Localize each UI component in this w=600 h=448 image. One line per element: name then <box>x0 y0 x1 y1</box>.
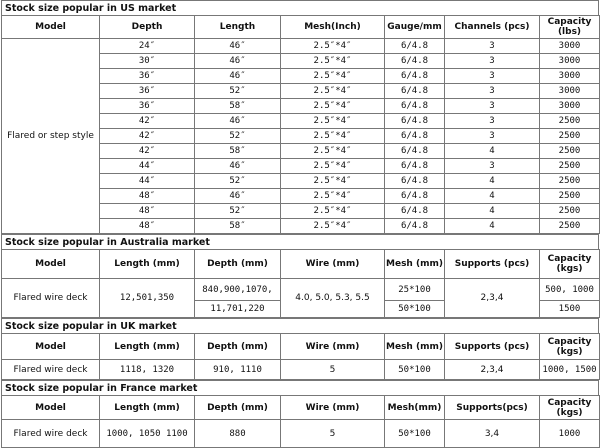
uk-table <box>1 333 600 380</box>
col-header-length: Length (mm) <box>100 334 195 360</box>
capacity-cell: 2500 <box>540 189 600 204</box>
spec-sheet <box>1 0 599 448</box>
mesh-cell: 50*100 <box>385 360 445 380</box>
capacity-cell: 3000 <box>540 99 600 114</box>
length-cell: 46″ <box>195 189 281 204</box>
uk-header-row <box>2 334 600 360</box>
length-cell: 58″ <box>195 144 281 159</box>
capacity-cell: 1000 <box>540 420 600 448</box>
col-header-mesh: Mesh (mm) <box>385 334 445 360</box>
gauge-cell: 6/4.8 <box>385 54 445 69</box>
mesh-cell: 2.5″*4″ <box>281 69 385 84</box>
length-cell: 46″ <box>195 69 281 84</box>
col-header-wire: Wire (mm) <box>281 250 385 279</box>
length-cell: 1000, 1050 1100 <box>100 420 195 448</box>
length-cell: 52″ <box>195 174 281 189</box>
channels-cell: 4 <box>445 219 540 234</box>
mesh-cell: 2.5″*4″ <box>281 99 385 114</box>
channels-cell: 4 <box>445 174 540 189</box>
length-cell: 52″ <box>195 84 281 99</box>
supports-cell: 2,3,4 <box>445 279 540 318</box>
depth-cell: 44″ <box>100 159 195 174</box>
au-section-title: Stock size popular in Australia market <box>1 234 599 249</box>
channels-cell: 4 <box>445 144 540 159</box>
depth-cell: 36″ <box>100 84 195 99</box>
gauge-cell: 6/4.8 <box>385 204 445 219</box>
supports-cell: 3,4 <box>445 420 540 448</box>
gauge-cell: 6/4.8 <box>385 99 445 114</box>
mesh-cell: 2.5″*4″ <box>281 39 385 54</box>
channels-cell: 4 <box>445 204 540 219</box>
channels-cell: 3 <box>445 159 540 174</box>
fr-table <box>1 395 600 448</box>
length-cell: 52″ <box>195 129 281 144</box>
mesh-cell: 2.5″*4″ <box>281 204 385 219</box>
depth-cell: 44″ <box>100 174 195 189</box>
gauge-cell: 6/4.8 <box>385 189 445 204</box>
table-row <box>2 420 600 448</box>
au-header-row <box>2 250 600 279</box>
mesh-cell: 2.5″*4″ <box>281 129 385 144</box>
gauge-cell: 6/4.8 <box>385 69 445 84</box>
col-header-model: Model <box>2 16 100 39</box>
wire-cell: 4.0, 5.0, 5.3, 5.5 <box>281 279 385 318</box>
length-cell: 46″ <box>195 39 281 54</box>
col-header-supports: Supports (pcs) <box>445 250 540 279</box>
gauge-cell: 6/4.8 <box>385 174 445 189</box>
length-cell: 46″ <box>195 114 281 129</box>
us-header-row <box>2 16 600 39</box>
col-header-capacity: Capacity (kgs) <box>540 250 600 279</box>
depth-cell-1: 840,900,1070, <box>195 279 281 301</box>
channels-cell: 3 <box>445 129 540 144</box>
gauge-cell: 6/4.8 <box>385 129 445 144</box>
us-table <box>1 15 600 234</box>
capacity-cell: 2500 <box>540 204 600 219</box>
col-header-depth: Depth (mm) <box>195 334 281 360</box>
col-header-supports: Supports (pcs) <box>445 334 540 360</box>
capacity-cell: 2500 <box>540 174 600 189</box>
col-header-capacity: Capacity (lbs) <box>540 16 600 39</box>
table-row <box>2 39 600 54</box>
channels-cell: 3 <box>445 99 540 114</box>
model-cell: Flared or step style <box>2 39 100 234</box>
gauge-cell: 6/4.8 <box>385 159 445 174</box>
mesh-cell: 2.5″*4″ <box>281 189 385 204</box>
col-header-wire: Wire (mm) <box>281 396 385 420</box>
capacity-cell: 1000, 1500 <box>540 360 600 380</box>
col-header-model: Model <box>2 396 100 420</box>
capacity-cell: 2500 <box>540 144 600 159</box>
mesh-cell: 2.5″*4″ <box>281 84 385 99</box>
wire-cell: 5 <box>281 360 385 380</box>
depth-cell: 880 <box>195 420 281 448</box>
gauge-cell: 6/4.8 <box>385 84 445 99</box>
depth-cell: 24″ <box>100 39 195 54</box>
length-cell: 12,501,350 <box>100 279 195 318</box>
col-header-length: Length <box>195 16 281 39</box>
capacity-cell: 3000 <box>540 54 600 69</box>
capacity-cell: 2500 <box>540 219 600 234</box>
gauge-cell: 6/4.8 <box>385 114 445 129</box>
col-header-gauge: Gauge/mm <box>385 16 445 39</box>
gauge-cell: 6/4.8 <box>385 144 445 159</box>
us-section-title: Stock size popular in US market <box>1 0 599 15</box>
fr-header-row <box>2 396 600 420</box>
length-cell: 58″ <box>195 219 281 234</box>
capacity-cell: 3000 <box>540 84 600 99</box>
model-cell: Flared wire deck <box>2 360 100 380</box>
channels-cell: 3 <box>445 69 540 84</box>
length-cell: 1118, 1320 <box>100 360 195 380</box>
mesh-cell: 2.5″*4″ <box>281 174 385 189</box>
supports-cell: 2,3,4 <box>445 360 540 380</box>
col-header-model: Model <box>2 250 100 279</box>
mesh-cell-2: 50*100 <box>385 301 445 318</box>
depth-cell: 48″ <box>100 204 195 219</box>
length-cell: 52″ <box>195 204 281 219</box>
col-header-wire: Wire (mm) <box>281 334 385 360</box>
depth-cell: 48″ <box>100 189 195 204</box>
col-header-model: Model <box>2 334 100 360</box>
gauge-cell: 6/4.8 <box>385 39 445 54</box>
mesh-cell: 2.5″*4″ <box>281 54 385 69</box>
mesh-cell: 2.5″*4″ <box>281 114 385 129</box>
depth-cell-2: 11,701,220 <box>195 301 281 318</box>
capacity-cell-2: 1500 <box>540 301 600 318</box>
depth-cell: 48″ <box>100 219 195 234</box>
capacity-cell: 2500 <box>540 129 600 144</box>
fr-section-title: Stock size popular in France market <box>1 380 599 395</box>
gauge-cell: 6/4.8 <box>385 219 445 234</box>
channels-cell: 4 <box>445 189 540 204</box>
col-header-depth: Depth (mm) <box>195 396 281 420</box>
col-header-length: Length (mm) <box>100 396 195 420</box>
model-cell: Flared wire deck <box>2 279 100 318</box>
col-header-capacity: Capacity (kgs) <box>540 334 600 360</box>
channels-cell: 3 <box>445 114 540 129</box>
uk-section-title: Stock size popular in UK market <box>1 318 599 333</box>
depth-cell: 42″ <box>100 144 195 159</box>
mesh-cell-1: 25*100 <box>385 279 445 301</box>
wire-cell: 5 <box>281 420 385 448</box>
length-cell: 46″ <box>195 159 281 174</box>
depth-cell: 36″ <box>100 99 195 114</box>
length-cell: 58″ <box>195 99 281 114</box>
col-header-mesh: Mesh (mm) <box>385 250 445 279</box>
col-header-length: Length (mm) <box>100 250 195 279</box>
depth-cell: 910, 1110 <box>195 360 281 380</box>
col-header-supports: Supports(pcs) <box>445 396 540 420</box>
col-header-capacity: Capacity (kgs) <box>540 396 600 420</box>
capacity-cell: 2500 <box>540 159 600 174</box>
depth-cell: 30″ <box>100 54 195 69</box>
au-table <box>1 249 600 318</box>
capacity-cell-1: 500, 1000 <box>540 279 600 301</box>
capacity-cell: 3000 <box>540 39 600 54</box>
depth-cell: 42″ <box>100 129 195 144</box>
table-row <box>2 360 600 380</box>
table-row <box>2 279 600 301</box>
col-header-mesh: Mesh(mm) <box>385 396 445 420</box>
capacity-cell: 3000 <box>540 69 600 84</box>
model-cell: Flared wire deck <box>2 420 100 448</box>
channels-cell: 3 <box>445 39 540 54</box>
capacity-cell: 2500 <box>540 114 600 129</box>
depth-cell: 36″ <box>100 69 195 84</box>
length-cell: 46″ <box>195 54 281 69</box>
mesh-cell: 50*100 <box>385 420 445 448</box>
col-header-depth: Depth (mm) <box>195 250 281 279</box>
col-header-depth: Depth <box>100 16 195 39</box>
channels-cell: 3 <box>445 54 540 69</box>
col-header-channels: Channels (pcs) <box>445 16 540 39</box>
col-header-mesh: Mesh(Inch) <box>281 16 385 39</box>
channels-cell: 3 <box>445 84 540 99</box>
mesh-cell: 2.5″*4″ <box>281 219 385 234</box>
mesh-cell: 2.5″*4″ <box>281 159 385 174</box>
mesh-cell: 2.5″*4″ <box>281 144 385 159</box>
depth-cell: 42″ <box>100 114 195 129</box>
